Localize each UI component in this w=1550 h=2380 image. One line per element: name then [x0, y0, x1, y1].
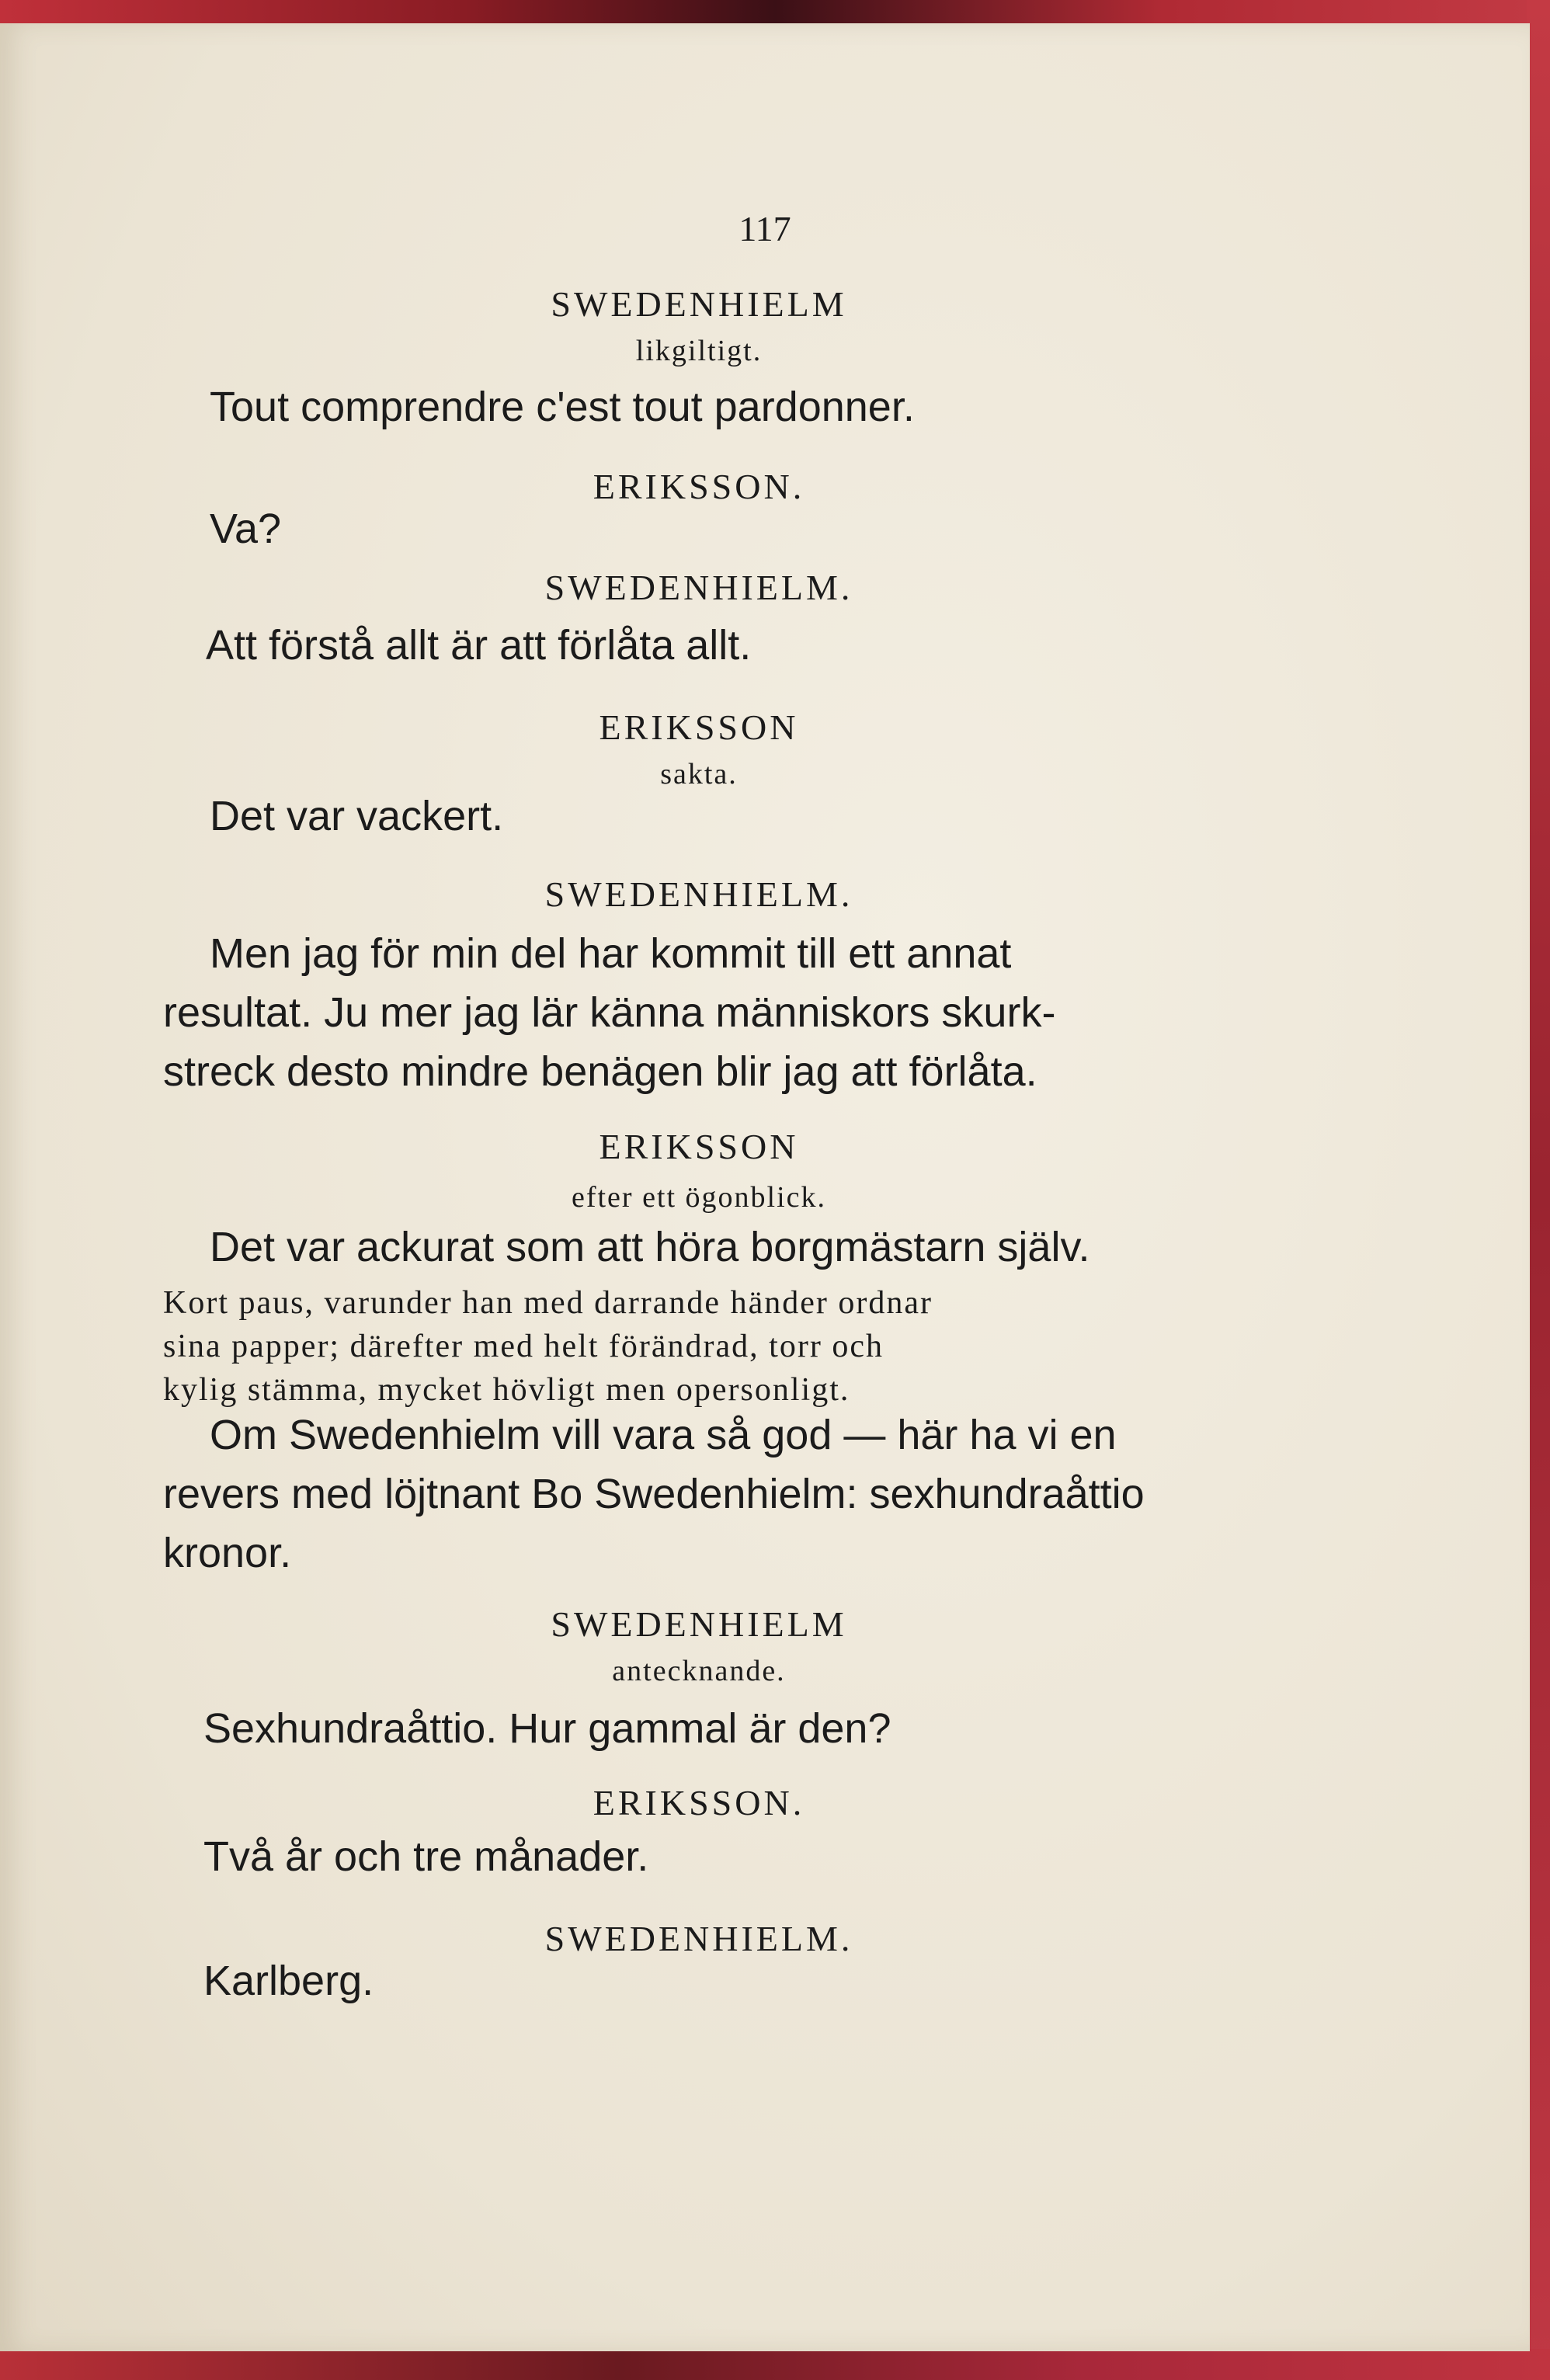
speaker-direction: sakta.	[660, 758, 738, 790]
stage-direction-line: sina papper; därefter med helt förändrad, torr och	[163, 1329, 884, 1364]
stage-direction-line: Kort paus, varunder han med darrande händer ordnar	[163, 1285, 933, 1321]
speaker-name: ERIKSSON.	[593, 1783, 805, 1822]
book-cover-edge-bottom	[0, 2349, 1550, 2380]
speaker-name: SWEDENHIELM	[551, 284, 847, 324]
dialogue-line: Det var ackurat som att höra borgmästarn själv.	[210, 1224, 1090, 1270]
dialogue-line: Att förstå allt är att förlåta allt.	[206, 622, 752, 669]
book-page	[0, 23, 1530, 2351]
speaker-name: ERIKSSON	[599, 1127, 799, 1166]
dialogue-line: Det var vackert.	[210, 793, 504, 839]
stage-direction	[163, 1281, 1211, 1412]
speaker-name: ERIKSSON	[599, 707, 799, 747]
stage-direction-line: kylig stämma, mycket hövligt men opersonligt.	[163, 1372, 850, 1408]
dialogue-line: Men jag för min del har kommit till ett annat	[210, 930, 1012, 977]
dialogue-line: resultat. Ju mer jag lär känna människors skurk-	[163, 989, 1056, 1036]
dialogue-line: kronor.	[163, 1530, 292, 1576]
dialogue-line: streck desto mindre benägen blir jag att förlåta.	[163, 1048, 1037, 1095]
speaker-name: SWEDENHIELM.	[544, 568, 853, 607]
dialogue-line: Karlberg.	[203, 1958, 374, 2004]
dialogue-line: Tout comprendre c'est tout pardonner.	[210, 384, 915, 430]
page-number: 117	[739, 209, 791, 248]
dialogue-line: Två år och tre månader.	[203, 1833, 649, 1880]
dialogue-line: Va?	[210, 506, 282, 552]
speaker-name: ERIKSSON.	[593, 467, 805, 506]
speaker-direction: efter ett ögonblick.	[571, 1181, 827, 1214]
speaker-name: SWEDENHIELM.	[544, 874, 853, 914]
dialogue-paragraph	[163, 924, 1211, 1101]
speaker-name: SWEDENHIELM	[551, 1604, 847, 1644]
speaker-direction: likgiltigt.	[635, 335, 763, 367]
dialogue-line: Om Swedenhielm vill vara så god — här ha vi en	[210, 1412, 1117, 1458]
dialogue-line: Sexhundraåttio. Hur gammal är den?	[203, 1705, 891, 1752]
dialogue-line: revers med löjtnant Bo Swedenhielm: sexhundraåttio	[163, 1471, 1145, 1517]
dialogue-paragraph	[163, 1405, 1211, 1583]
speaker-direction: antecknande.	[612, 1655, 786, 1687]
book-cover-edge-right	[1527, 0, 1550, 2380]
speaker-name: SWEDENHIELM.	[544, 1919, 853, 1958]
